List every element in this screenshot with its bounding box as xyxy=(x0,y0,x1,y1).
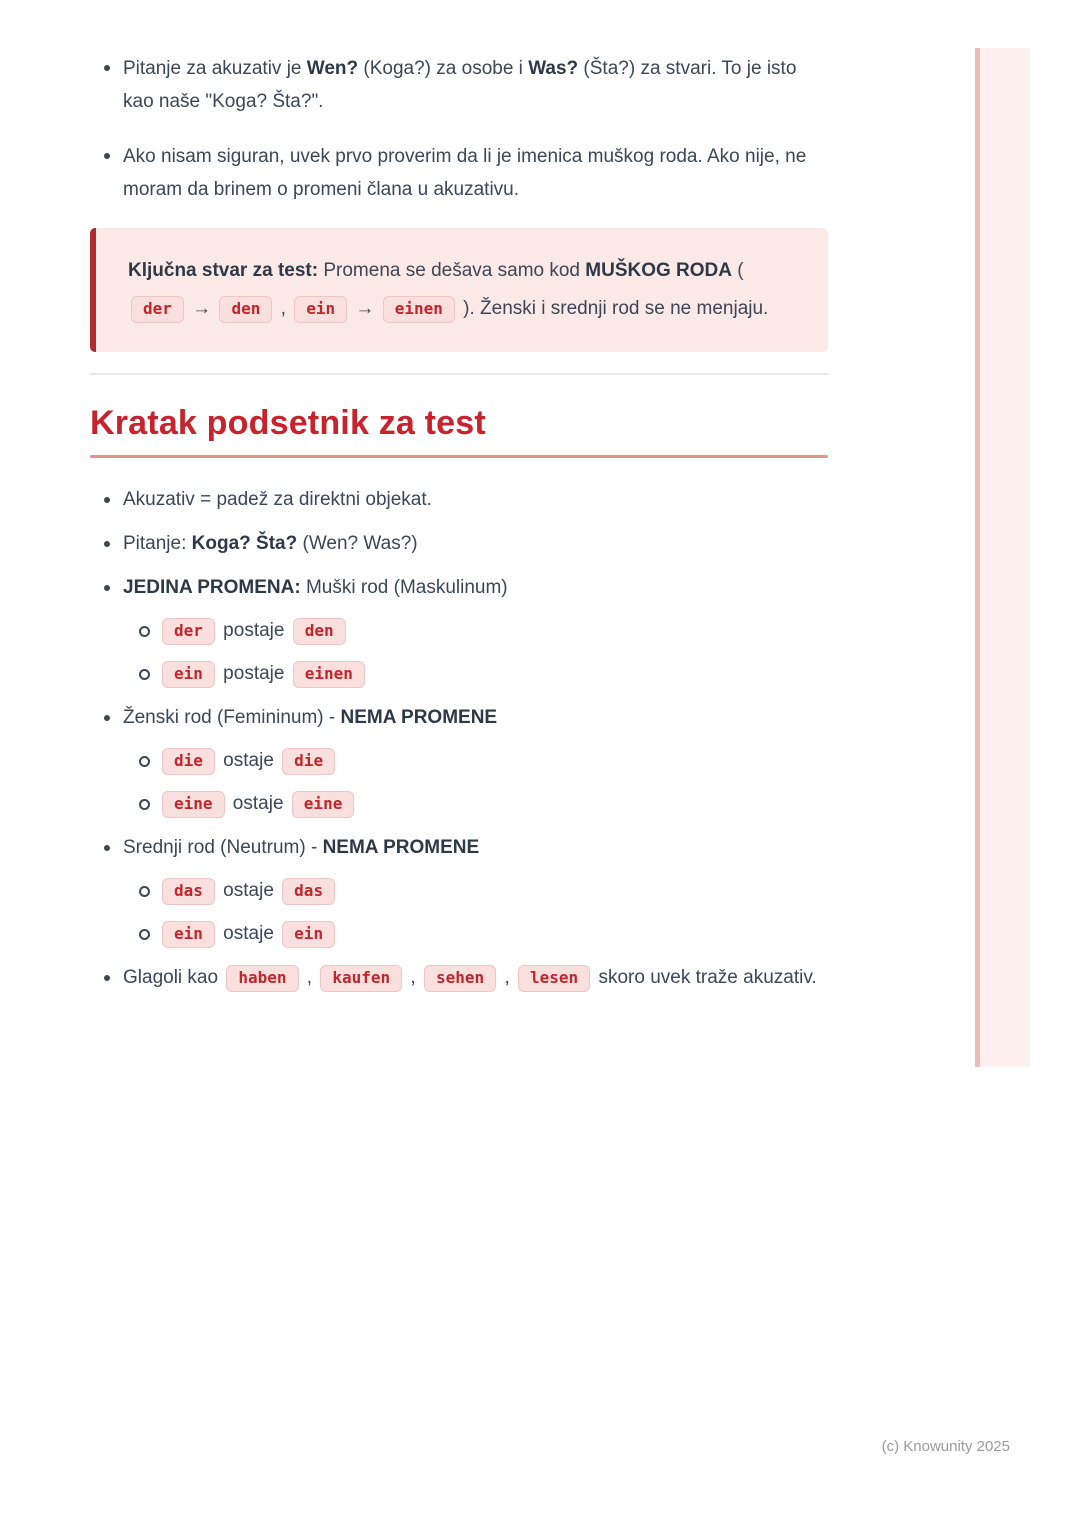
code-badge: den xyxy=(219,296,272,323)
heading-underline xyxy=(90,455,828,458)
code-badge: kaufen xyxy=(320,965,402,992)
list-item-text xyxy=(123,837,479,858)
list-item-text xyxy=(123,707,497,728)
code-badge: der xyxy=(131,296,184,323)
code-badge: das xyxy=(282,878,335,905)
code-badge: einen xyxy=(293,661,365,688)
list-item xyxy=(90,140,828,206)
text-segment: MUŠKOG RODA xyxy=(585,260,733,281)
text-segment: Pitanje za akuzativ je xyxy=(123,58,307,79)
list-item-text xyxy=(123,577,508,598)
section-heading: Kratak podsetnik za test xyxy=(90,404,486,442)
text-segment: Ako nisam siguran, uvek prvo proverim da li je imenica muškog roda. Ako nije, ne moram da brinem o promeni člana u akuzativu. xyxy=(123,146,807,200)
code-badge: die xyxy=(162,748,215,775)
text-segment: NEMA PROMENE xyxy=(322,837,480,858)
copyright-footer: (c) Knowunity 2025 xyxy=(881,1438,1010,1455)
code-badge: eine xyxy=(162,791,225,818)
code-badge: ein xyxy=(162,661,215,688)
text-segment: Was? xyxy=(528,58,579,79)
text-segment: Srednji rod (Neutrum) - xyxy=(123,837,323,858)
text-segment: (Wen? Was?) xyxy=(297,533,418,554)
code-badge: den xyxy=(293,618,346,645)
code-badge: das xyxy=(162,878,215,905)
code-badge: der xyxy=(162,618,215,645)
sub-list-item xyxy=(123,876,828,906)
list-item xyxy=(90,962,828,994)
text-segment: → xyxy=(186,298,217,319)
page-edge-decoration xyxy=(975,48,1030,1067)
text-segment: (Koga?) za osobe i xyxy=(358,58,529,79)
text-segment: → xyxy=(350,298,380,319)
code-badge: lesen xyxy=(518,965,590,992)
sub-list-item xyxy=(123,659,828,689)
text-segment: Pitanje: xyxy=(123,533,192,554)
text-segment: postaje xyxy=(217,663,290,684)
list-item xyxy=(90,572,828,689)
text-segment: Glagoli kao xyxy=(123,967,224,988)
sub-list xyxy=(123,746,828,819)
section-divider xyxy=(90,373,828,375)
list-item xyxy=(90,528,828,560)
text-segment: ostaje xyxy=(217,880,280,901)
text-segment: , xyxy=(499,967,516,988)
code-badge: die xyxy=(282,748,335,775)
text-segment: Ključna stvar za test: xyxy=(128,260,319,281)
intro-list xyxy=(90,52,828,206)
text-segment: , xyxy=(301,967,318,988)
text-segment: Akuzativ = padež za direktni objekat. xyxy=(123,489,432,510)
list-item xyxy=(90,52,828,118)
list-item xyxy=(90,702,828,819)
text-segment: NEMA PROMENE xyxy=(340,707,498,728)
text-segment: skoro uvek traže akuzativ. xyxy=(593,967,817,988)
code-badge: ein xyxy=(282,921,335,948)
text-segment: ostaje xyxy=(217,923,280,944)
reminder-list xyxy=(90,484,828,994)
code-badge: haben xyxy=(226,965,298,992)
code-badge: eine xyxy=(292,791,355,818)
code-badge: ein xyxy=(294,296,347,323)
sub-list-item xyxy=(123,789,828,819)
text-segment: Koga? Šta? xyxy=(191,533,298,554)
sub-list xyxy=(123,616,828,689)
text-segment: Muški rod (Maskulinum) xyxy=(300,577,508,598)
sub-list xyxy=(123,876,828,949)
callout-box xyxy=(90,228,828,352)
text-segment: ostaje xyxy=(227,793,289,814)
sub-list-item xyxy=(123,919,828,949)
text-segment: , xyxy=(405,967,421,988)
text-segment: postaje xyxy=(217,620,290,641)
text-segment: ). Ženski i srednji rod se ne menjaju. xyxy=(457,298,769,319)
code-badge: einen xyxy=(383,296,455,323)
callout-text xyxy=(128,252,800,328)
code-badge: ein xyxy=(162,921,215,948)
document-page xyxy=(90,0,828,1006)
text-segment: ( xyxy=(732,260,744,281)
sub-list-item xyxy=(123,616,828,646)
text-segment: (Šta?) za stvari. To je isto kao naše "Koga? Šta?". xyxy=(123,58,797,112)
text-segment: Wen? xyxy=(306,58,359,79)
text-segment: ostaje xyxy=(217,750,280,771)
sub-list-item xyxy=(123,746,828,776)
text-segment: JEDINA PROMENA: xyxy=(123,577,301,598)
list-item xyxy=(90,832,828,949)
text-segment: , xyxy=(275,298,292,319)
code-badge: sehen xyxy=(424,965,496,992)
text-segment: Promena se dešava samo kod xyxy=(318,260,586,281)
list-item xyxy=(90,484,828,516)
text-segment: Ženski rod (Femininum) - xyxy=(123,707,341,728)
